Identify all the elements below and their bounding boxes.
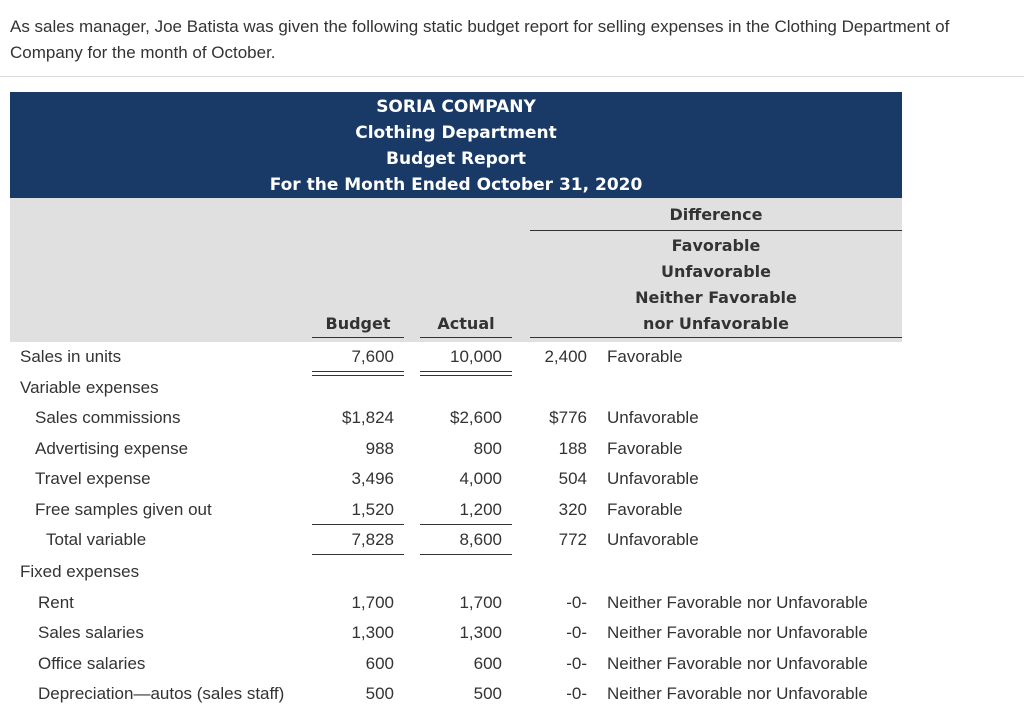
subtotal-line-actual [420, 524, 512, 525]
row-label-sales-salaries: Sales salaries [38, 623, 144, 642]
row-label-advertising: Advertising expense [35, 439, 189, 458]
rent-diff: -0- [566, 593, 587, 612]
row-label-office-salaries: Office salaries [38, 654, 146, 673]
travel-status: Unfavorable [607, 469, 699, 488]
travel-budget: 3,496 [351, 469, 394, 488]
advertising-budget: 988 [365, 439, 394, 458]
depreciation-diff: -0- [566, 684, 587, 703]
fixed-expenses-header: Fixed expenses [20, 562, 140, 581]
difference-underline [530, 230, 902, 231]
row-label-rent: Rent [38, 593, 74, 612]
sales-units-actual-dbl1 [420, 371, 512, 372]
report-header [10, 92, 902, 198]
sales-units-budget-dbl2 [312, 375, 404, 376]
depreciation-status: Neither Favorable nor Unfavorable [607, 684, 868, 703]
budget-underline [312, 337, 404, 338]
free-samples-status: Favorable [607, 500, 683, 519]
sales-units-diff: 2,400 [544, 347, 587, 366]
office-salaries-budget: 600 [365, 654, 394, 673]
row-label-total-variable: Total variable [46, 530, 147, 549]
advertising-status: Favorable [607, 439, 683, 458]
report-period: For the Month Ended October 31, 2020 [269, 175, 643, 195]
company-name: SORIA COMPANY [376, 97, 536, 117]
row-label-depreciation: Depreciation—autos (sales staff) [38, 684, 285, 703]
sales-salaries-budget: 1,300 [351, 623, 394, 642]
diff-sub-nor: nor Unfavorable [643, 314, 789, 333]
budget-header: Budget [325, 314, 391, 333]
sales-units-status: Favorable [607, 347, 683, 366]
sales-units-actual-dbl2 [420, 375, 512, 376]
sales-salaries-diff: -0- [566, 623, 587, 642]
actual-underline [420, 337, 512, 338]
sales-salaries-actual: 1,300 [459, 623, 502, 642]
free-samples-budget: 1,520 [351, 500, 394, 519]
total-line-budget [312, 554, 404, 555]
sales-units-budget: 7,600 [351, 347, 394, 366]
sales-units-budget-dbl1 [312, 371, 404, 372]
intro-line-1: As sales manager, Joe Batista was given the following static budget report for selling expenses in the Clothing Department of [10, 17, 950, 36]
row-label-travel: Travel expense [35, 469, 151, 488]
rent-actual: 1,700 [459, 593, 502, 612]
actual-header: Actual [437, 314, 495, 333]
sales-commissions-diff: $776 [549, 408, 587, 427]
depreciation-budget: 500 [365, 684, 394, 703]
rent-budget: 1,700 [351, 593, 394, 612]
sales-commissions-actual: $2,600 [450, 408, 502, 427]
total-variable-budget: 7,828 [351, 530, 394, 549]
office-salaries-actual: 600 [473, 654, 502, 673]
sales-units-actual: 10,000 [450, 347, 502, 366]
subtotal-line-budget [312, 524, 404, 525]
depreciation-actual: 500 [473, 684, 502, 703]
diff-sub-neither: Neither Favorable [635, 288, 797, 307]
total-line-actual [420, 554, 512, 555]
difference-header: Difference [669, 205, 763, 224]
divider [0, 76, 1024, 77]
row-label-free-samples: Free samples given out [35, 500, 212, 519]
report-title: Budget Report [386, 149, 526, 169]
advertising-actual: 800 [473, 439, 502, 458]
total-variable-status: Unfavorable [607, 530, 699, 549]
advertising-diff: 188 [558, 439, 587, 458]
variable-expenses-header: Variable expenses [20, 378, 159, 397]
total-variable-diff: 772 [558, 530, 587, 549]
diff-sub-unfavorable: Unfavorable [660, 262, 772, 281]
row-label-sales-commissions: Sales commissions [35, 408, 181, 427]
travel-actual: 4,000 [459, 469, 502, 488]
free-samples-diff: 320 [558, 500, 587, 519]
department-name: Clothing Department [355, 123, 557, 143]
diff-sub-favorable: Favorable [671, 236, 761, 255]
total-variable-actual: 8,600 [459, 530, 502, 549]
office-salaries-diff: -0- [566, 654, 587, 673]
sales-salaries-status: Neither Favorable nor Unfavorable [607, 623, 868, 642]
diff-sub-underline [530, 337, 902, 338]
free-samples-actual: 1,200 [459, 500, 502, 519]
rent-status: Neither Favorable nor Unfavorable [607, 593, 868, 612]
sales-commissions-status: Unfavorable [607, 408, 699, 427]
intro-text [10, 14, 1020, 66]
sales-units-label: Sales in units [20, 347, 122, 366]
intro-line-2: Company for the month of October. [10, 43, 276, 62]
sales-commissions-budget: $1,824 [342, 408, 394, 427]
office-salaries-status: Neither Favorable nor Unfavorable [607, 654, 868, 673]
travel-diff: 504 [558, 469, 587, 488]
